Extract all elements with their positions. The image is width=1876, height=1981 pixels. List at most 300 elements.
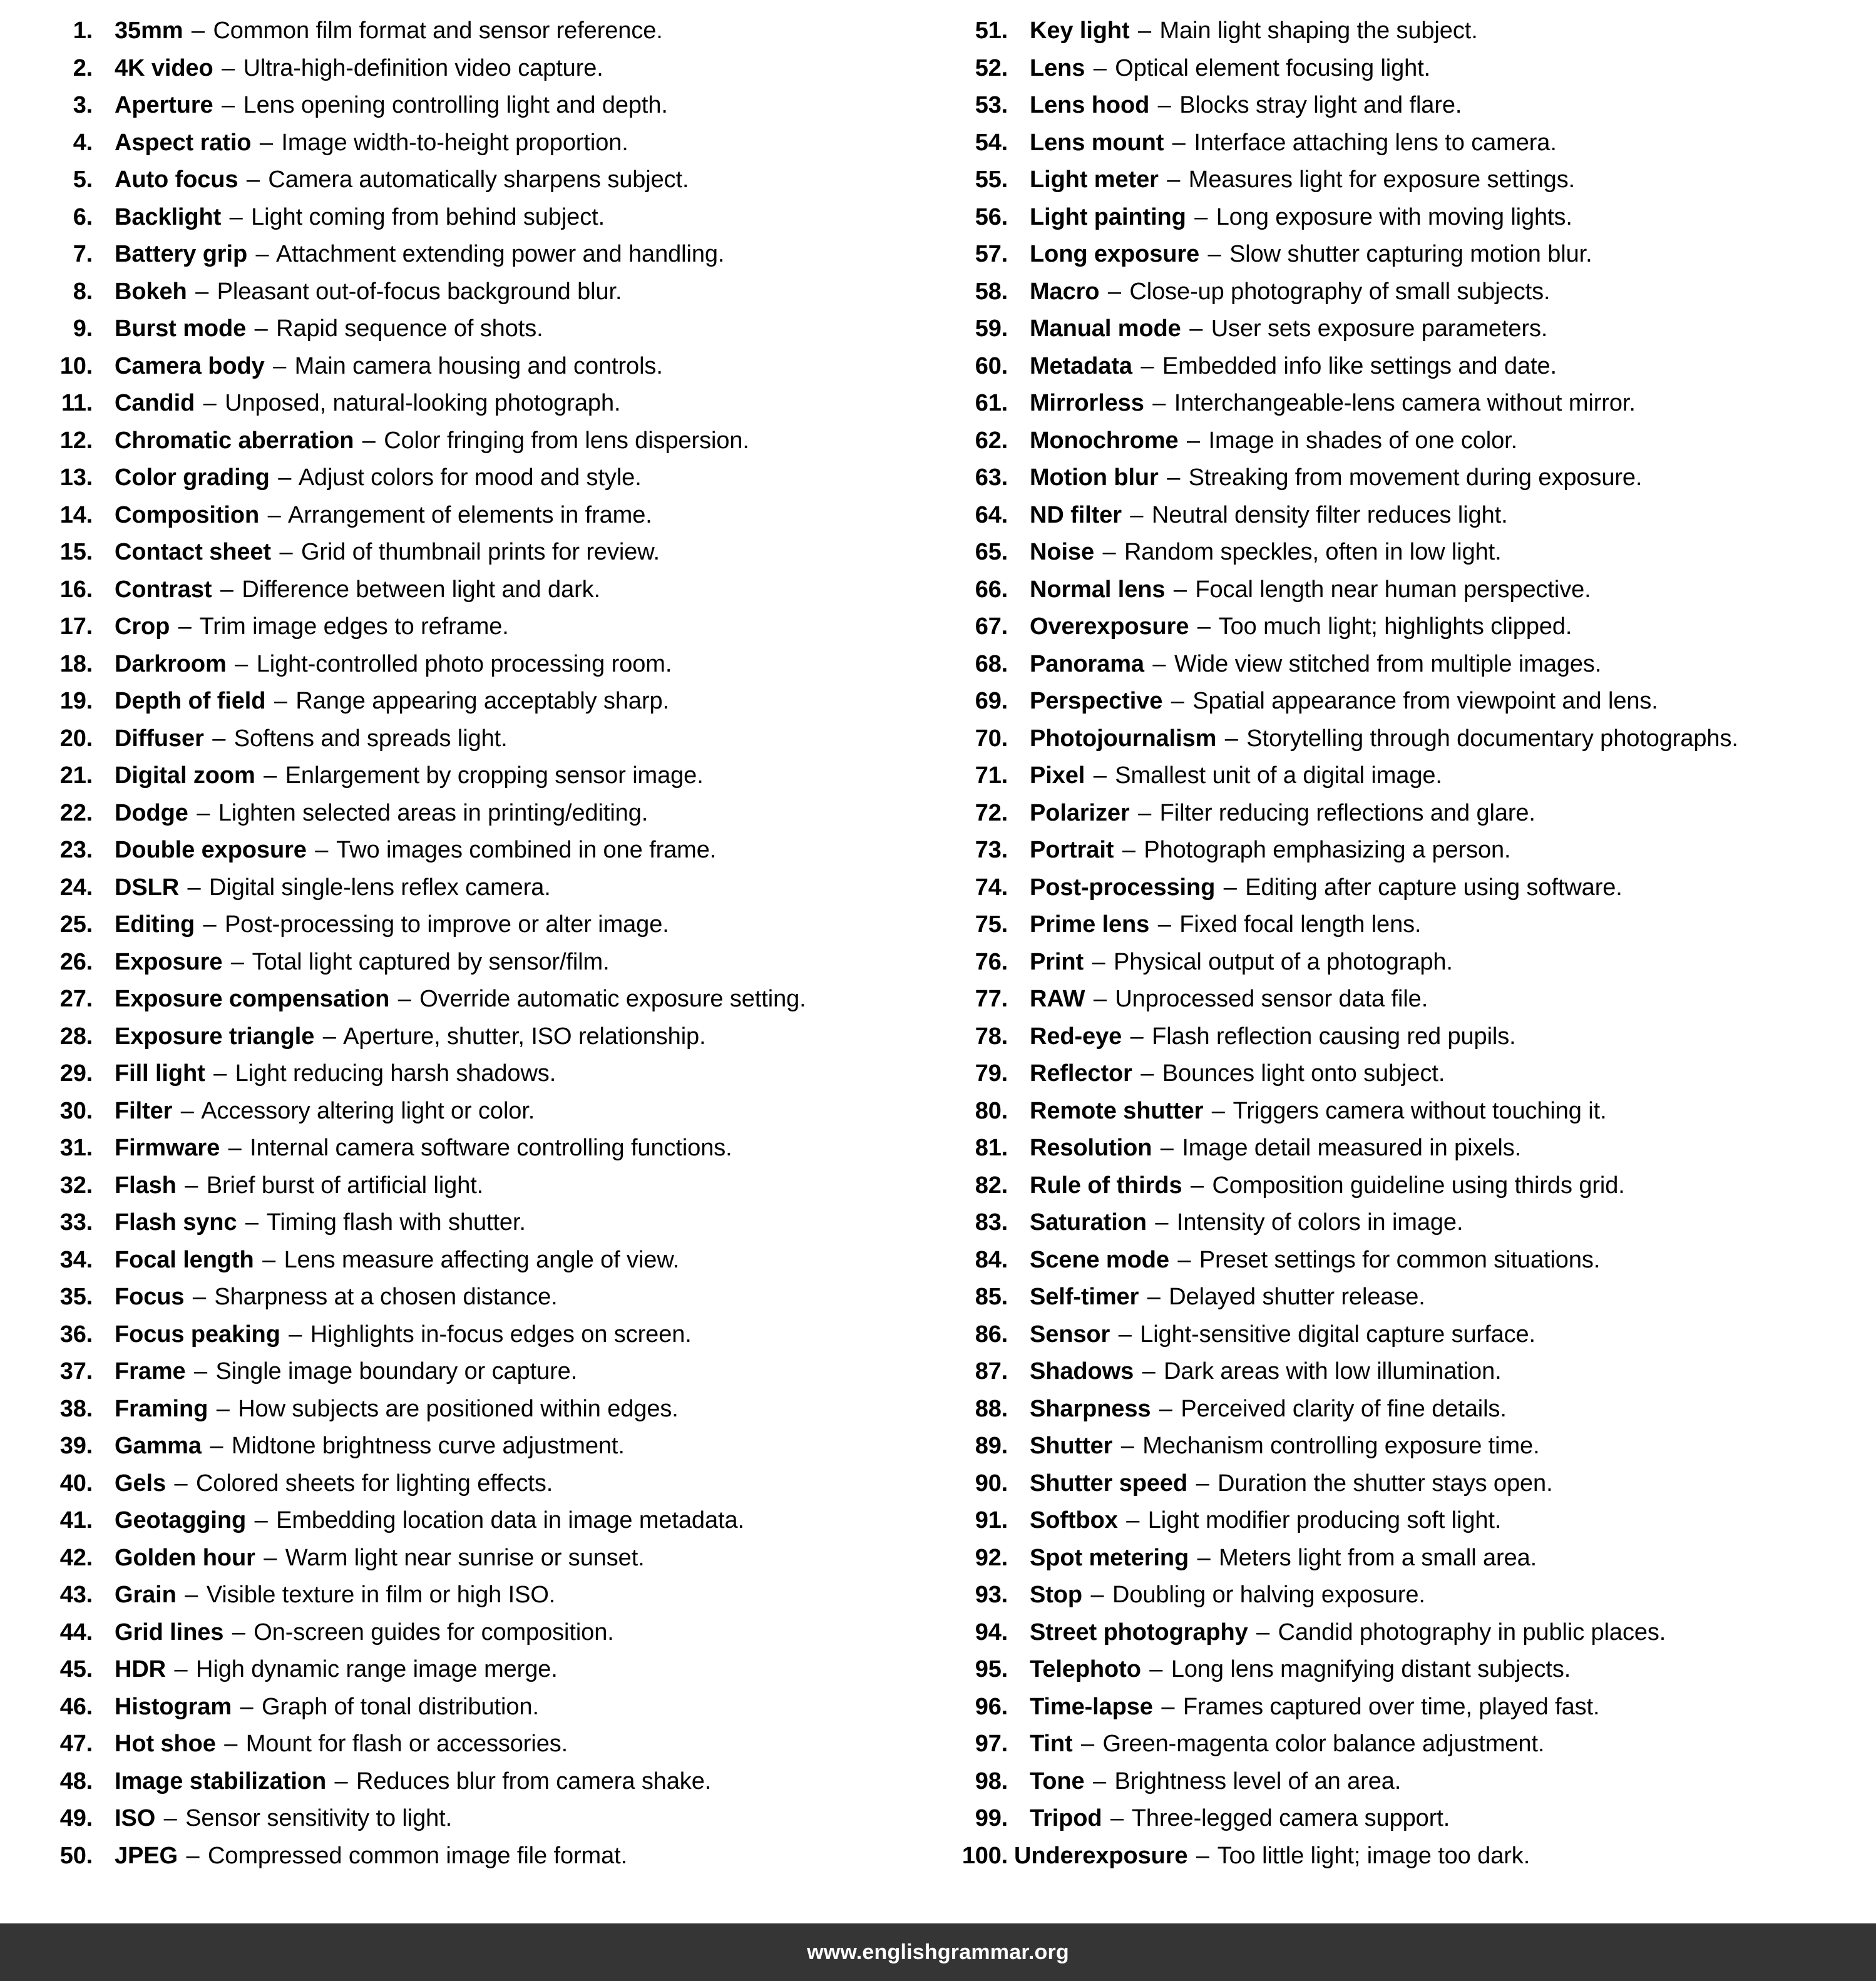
term-number: 30.: [59, 1097, 93, 1124]
term-name: Hot shoe: [115, 1731, 216, 1757]
term-number: 99.: [975, 1805, 1008, 1831]
term-body: [93, 981, 806, 1018]
term-definition: Light-controlled photo processing room.: [256, 650, 672, 677]
term-body: [93, 1204, 526, 1242]
term-body: [93, 1242, 679, 1279]
term-number: 83.: [975, 1209, 1008, 1236]
term-definition: User sets exposure parameters.: [1211, 315, 1548, 342]
glossary-term-row: [939, 1167, 1853, 1205]
term-name: Focus: [115, 1284, 185, 1310]
glossary-term-row: [24, 1502, 926, 1540]
term-name: Post-processing: [1030, 874, 1216, 901]
glossary-term-row: [939, 87, 1853, 125]
term-number: 48.: [59, 1768, 93, 1794]
glossary-term-row: [24, 571, 926, 609]
term-name: Candid: [115, 390, 195, 416]
glossary-term-row: [24, 13, 926, 50]
term-body: [93, 13, 663, 50]
term-definition: Focal length near human perspective.: [1195, 576, 1591, 603]
term-number: 6.: [73, 203, 93, 230]
term-separator-dash: –: [1102, 539, 1116, 565]
glossary-term-row: [939, 981, 1853, 1018]
term-separator-dash: –: [289, 1321, 302, 1348]
term-number: 64.: [975, 501, 1008, 528]
term-number: 77.: [975, 986, 1008, 1012]
glossary-term-row: [24, 795, 926, 832]
term-name: Pixel: [1030, 762, 1085, 789]
term-name: Focal length: [115, 1246, 254, 1273]
term-number: 39.: [59, 1433, 93, 1459]
term-definition: Embedded info like settings and date.: [1162, 352, 1557, 379]
glossary-term-row: [24, 981, 926, 1018]
term-number: 4.: [73, 129, 93, 156]
term-name: 35mm: [115, 18, 183, 44]
term-separator-dash: –: [1118, 1321, 1132, 1348]
term-definition: Delayed shutter release.: [1169, 1284, 1425, 1310]
term-number: 22.: [59, 799, 93, 826]
term-body: [1008, 1167, 1625, 1205]
term-definition: Two images combined in one frame.: [336, 837, 717, 863]
term-name: Backlight: [115, 203, 222, 230]
term-number: 27.: [59, 986, 93, 1012]
term-definition: Interchangeable-lens camera without mirror.: [1174, 390, 1636, 416]
term-separator-dash: –: [1196, 1470, 1209, 1497]
term-definition: Timing flash with shutter.: [266, 1209, 526, 1236]
term-body: [93, 1465, 553, 1503]
glossary-term-row: [24, 1130, 926, 1167]
term-definition: Total light captured by sensor/film.: [252, 948, 610, 975]
term-number: 24.: [59, 874, 93, 901]
glossary-term-row: [939, 1279, 1853, 1316]
term-body: [93, 1391, 679, 1428]
term-separator-dash: –: [255, 241, 269, 267]
term-number: 26.: [59, 948, 93, 975]
term-separator-dash: –: [1138, 799, 1152, 826]
term-definition: Light modifier producing soft light.: [1147, 1507, 1502, 1533]
term-separator-dash: –: [246, 166, 260, 193]
term-definition: Doubling or halving exposure.: [1112, 1582, 1425, 1608]
term-body: [1008, 348, 1557, 386]
term-body: [93, 869, 551, 907]
term-separator-dash: –: [1167, 166, 1181, 193]
term-separator-dash: –: [235, 650, 249, 677]
term-definition: Meters light from a small area.: [1219, 1544, 1537, 1571]
glossary-term-row: [939, 1651, 1853, 1689]
term-name: Spot metering: [1030, 1544, 1189, 1571]
term-body: [93, 310, 543, 348]
term-definition: Visible texture in film or high ISO.: [206, 1582, 556, 1608]
term-body: [1008, 1093, 1607, 1130]
term-body: [1008, 1763, 1401, 1801]
term-number: 79.: [975, 1060, 1008, 1087]
term-separator-dash: –: [1157, 911, 1171, 938]
term-name: Underexposure: [1014, 1842, 1188, 1869]
glossary-term-row: [939, 1465, 1853, 1503]
glossary-term-row: [939, 1242, 1853, 1279]
term-number: 8.: [73, 278, 93, 305]
term-number: 43.: [59, 1582, 93, 1608]
term-separator-dash: –: [267, 501, 281, 528]
term-name: Dodge: [115, 799, 188, 826]
term-definition: Image detail measured in pixels.: [1182, 1135, 1522, 1161]
term-body: [93, 87, 668, 125]
term-body: [93, 1167, 483, 1205]
term-number: 50.: [59, 1842, 93, 1869]
term-number: 66.: [975, 576, 1008, 603]
term-name: Scene mode: [1030, 1246, 1169, 1273]
term-number: 57.: [975, 241, 1008, 267]
term-body: [93, 1353, 577, 1391]
term-number: 69.: [975, 688, 1008, 714]
term-body: [1008, 1391, 1507, 1428]
glossary-right-column: [926, 0, 1853, 1875]
glossary-term-row: [939, 459, 1853, 497]
glossary-term-row: [24, 1316, 926, 1354]
term-number: 16.: [59, 576, 93, 603]
glossary-term-row: [24, 1763, 926, 1801]
term-definition: Wide view stitched from multiple images.: [1174, 650, 1602, 677]
term-name: Resolution: [1030, 1135, 1152, 1161]
term-number: 44.: [59, 1619, 93, 1646]
glossary-term-row: [939, 944, 1853, 981]
term-number: 35.: [59, 1284, 93, 1310]
term-name: Sharpness: [1030, 1395, 1151, 1422]
term-body: [1008, 832, 1511, 869]
term-separator-dash: –: [262, 1246, 276, 1273]
term-body: [93, 1726, 568, 1763]
term-name: Frame: [115, 1358, 186, 1385]
term-definition: Digital single-lens reflex camera.: [209, 874, 551, 901]
term-body: [1008, 1130, 1521, 1167]
glossary-term-row: [939, 348, 1853, 386]
glossary-term-row: [24, 422, 926, 460]
term-number: 70.: [975, 725, 1008, 752]
term-definition: Image width-to-height proportion.: [281, 129, 628, 156]
term-body: [93, 1540, 645, 1577]
term-separator-dash: –: [1223, 874, 1237, 901]
term-body: [93, 1130, 732, 1167]
term-definition: Grid of thumbnail prints for review.: [300, 539, 660, 565]
term-body: [93, 1316, 692, 1354]
term-separator-dash: –: [1140, 1060, 1154, 1087]
term-number: 41.: [59, 1507, 93, 1533]
term-number: 33.: [59, 1209, 93, 1236]
term-number: 45.: [59, 1656, 93, 1682]
glossary-term-row: [24, 832, 926, 869]
term-separator-dash: –: [322, 1023, 336, 1050]
term-name: Darkroom: [115, 650, 227, 677]
glossary-term-row: [939, 1763, 1853, 1801]
term-name: Light meter: [1030, 166, 1159, 193]
term-name: Focus peaking: [115, 1321, 280, 1348]
term-body: [1008, 1838, 1530, 1875]
term-number: 12.: [59, 427, 93, 454]
term-separator-dash: –: [1147, 1284, 1161, 1310]
term-separator-dash: –: [264, 1544, 277, 1571]
term-number: 68.: [975, 650, 1008, 677]
term-separator-dash: –: [1093, 762, 1107, 789]
glossary-term-row: [24, 1018, 926, 1056]
glossary-term-row: [24, 1391, 926, 1428]
term-body: [93, 1689, 539, 1726]
glossary-term-row: [24, 1353, 926, 1391]
term-definition: On-screen guides for composition.: [254, 1619, 614, 1646]
glossary-term-row: [24, 1800, 926, 1838]
term-number: 40.: [59, 1470, 93, 1497]
term-number: 78.: [975, 1023, 1008, 1050]
term-separator-dash: –: [191, 18, 205, 44]
term-body: [93, 348, 663, 386]
term-separator-dash: –: [180, 1097, 194, 1124]
term-name: Photojournalism: [1030, 725, 1217, 752]
glossary-term-row: [24, 1428, 926, 1465]
glossary-term-row: [939, 1502, 1853, 1540]
term-name: Softbox: [1030, 1507, 1118, 1533]
term-name: Aspect ratio: [115, 129, 252, 156]
term-number: 19.: [59, 688, 93, 714]
term-separator-dash: –: [203, 911, 217, 938]
term-separator-dash: –: [1207, 241, 1221, 267]
term-definition: Trim image edges to reframe.: [199, 613, 509, 640]
term-number: 89.: [975, 1433, 1008, 1459]
term-number: 23.: [59, 837, 93, 863]
glossary-term-row: [24, 1651, 926, 1689]
term-name: Long exposure: [1030, 241, 1200, 267]
term-definition: Long exposure with moving lights.: [1216, 203, 1572, 230]
term-definition: Highlights in-focus edges on screen.: [310, 1321, 692, 1348]
term-body: [1008, 1055, 1445, 1093]
term-definition: Light coming from behind subject.: [251, 203, 605, 230]
glossary-term-row: [939, 236, 1853, 274]
term-separator-dash: –: [1149, 1656, 1163, 1682]
term-body: [1008, 385, 1636, 422]
term-name: Digital zoom: [115, 762, 255, 789]
term-separator-dash: –: [1142, 1358, 1156, 1385]
term-separator-dash: –: [203, 390, 217, 416]
term-separator-dash: –: [1161, 1693, 1175, 1720]
term-definition: Random speckles, often in low light.: [1124, 539, 1502, 565]
term-number: 17.: [59, 613, 93, 640]
term-separator-dash: –: [1152, 650, 1166, 677]
term-number: 36.: [59, 1321, 93, 1348]
term-body: [1008, 1651, 1571, 1689]
term-definition: Graph of tonal distribution.: [262, 1693, 539, 1720]
term-number: 25.: [59, 911, 93, 938]
term-name: RAW: [1030, 986, 1085, 1012]
glossary-term-row: [24, 757, 926, 795]
term-separator-dash: –: [1224, 725, 1238, 752]
term-separator-dash: –: [259, 129, 273, 156]
term-separator-dash: –: [362, 427, 376, 454]
term-number: 80.: [975, 1097, 1008, 1124]
term-body: [93, 646, 672, 683]
term-separator-dash: –: [397, 986, 411, 1012]
term-definition: Difference between light and dark.: [242, 576, 601, 603]
term-definition: Preset settings for common situations.: [1199, 1246, 1601, 1273]
term-body: [93, 1055, 556, 1093]
term-body: [1008, 757, 1442, 795]
term-number: 95.: [975, 1656, 1008, 1682]
glossary-term-row: [939, 125, 1853, 162]
term-name: Auto focus: [115, 166, 238, 193]
term-name: Tone: [1030, 1768, 1085, 1794]
term-separator-dash: –: [1159, 1395, 1172, 1422]
term-separator-dash: –: [187, 874, 201, 901]
term-name: Portrait: [1030, 837, 1114, 863]
term-separator-dash: –: [1092, 948, 1105, 975]
glossary-term-row: [939, 534, 1853, 571]
term-body: [1008, 1316, 1535, 1354]
term-definition: Intensity of colors in image.: [1176, 1209, 1463, 1236]
term-name: Geotagging: [115, 1507, 247, 1533]
glossary-term-row: [939, 1353, 1853, 1391]
term-definition: Measures light for exposure settings.: [1188, 166, 1576, 193]
term-name: Prime lens: [1030, 911, 1150, 938]
term-definition: Internal camera software controlling functions.: [250, 1135, 732, 1161]
term-name: Exposure triangle: [115, 1023, 315, 1050]
glossary-term-row: [939, 422, 1853, 460]
term-name: Lens: [1030, 54, 1085, 81]
term-body: [93, 571, 600, 609]
term-definition: Sharpness at a chosen distance.: [214, 1284, 558, 1310]
term-number: 93.: [975, 1582, 1008, 1608]
term-body: [93, 459, 642, 497]
term-name: Remote shutter: [1030, 1097, 1204, 1124]
term-number: 5.: [73, 166, 93, 193]
term-name: Reflector: [1030, 1060, 1132, 1087]
term-separator-dash: –: [1155, 1209, 1169, 1236]
term-separator-dash: –: [228, 1135, 242, 1161]
term-number: 13.: [59, 464, 93, 491]
term-body: [93, 1577, 555, 1614]
term-number: 91.: [975, 1507, 1008, 1533]
glossary-term-row: [24, 534, 926, 571]
glossary-term-row: [939, 1540, 1853, 1577]
glossary-term-row: [24, 1204, 926, 1242]
term-definition: Neutral density filter reduces light.: [1151, 501, 1508, 528]
term-number: 20.: [59, 725, 93, 752]
term-body: [1008, 459, 1642, 497]
glossary-term-row: [939, 906, 1853, 944]
term-separator-dash: –: [245, 1209, 259, 1236]
footer-website-url[interactable]: www.englishgrammar.org: [807, 1940, 1069, 1964]
term-definition: Mechanism controlling exposure time.: [1142, 1433, 1540, 1459]
term-definition: Softens and spreads light.: [233, 725, 508, 752]
term-body: [93, 1279, 558, 1316]
term-name: DSLR: [115, 874, 180, 901]
term-definition: Lens measure affecting angle of view.: [284, 1246, 680, 1273]
term-separator-dash: –: [1081, 1731, 1095, 1757]
term-name: Panorama: [1030, 650, 1144, 677]
glossary-term-row: [939, 199, 1853, 237]
term-definition: How subjects are positioned within edges.: [238, 1395, 679, 1422]
term-body: [1008, 1279, 1425, 1316]
term-number: 88.: [975, 1395, 1008, 1422]
term-body: [93, 1763, 711, 1801]
glossary-term-row: [939, 608, 1853, 646]
term-definition: Too little light; image too dark.: [1217, 1842, 1530, 1869]
term-body: [1008, 1204, 1463, 1242]
term-definition: Common film format and sensor reference.: [213, 18, 663, 44]
term-definition: Perceived clarity of fine details.: [1181, 1395, 1507, 1422]
term-name: Depth of field: [115, 688, 266, 714]
term-separator-dash: –: [264, 762, 277, 789]
term-name: Diffuser: [115, 725, 204, 752]
term-body: [1008, 1353, 1502, 1391]
term-name: Grain: [115, 1582, 177, 1608]
glossary-term-row: [24, 646, 926, 683]
term-definition: Image in shades of one color.: [1208, 427, 1518, 454]
term-body: [1008, 608, 1572, 646]
term-number: 96.: [975, 1693, 1008, 1720]
term-number: 94.: [975, 1619, 1008, 1646]
term-separator-dash: –: [212, 725, 226, 752]
term-separator-dash: –: [240, 1693, 254, 1720]
term-separator-dash: –: [334, 1768, 348, 1794]
term-name: Aperture: [115, 92, 213, 118]
term-separator-dash: –: [1177, 1246, 1191, 1273]
term-name: Print: [1030, 948, 1084, 975]
term-number: 60.: [975, 352, 1008, 379]
term-definition: Close-up photography of small subjects.: [1129, 278, 1551, 305]
term-body: [1008, 683, 1658, 720]
glossary-term-row: [939, 683, 1853, 720]
term-number: 7.: [73, 241, 93, 267]
term-body: [93, 1838, 627, 1875]
term-number: 53.: [975, 92, 1008, 118]
term-body: [93, 683, 669, 720]
term-separator-dash: –: [197, 799, 210, 826]
term-name: Fill light: [115, 1060, 205, 1087]
term-name: JPEG: [115, 1842, 178, 1869]
term-separator-dash: –: [1196, 1842, 1209, 1869]
term-definition: Photograph emphasizing a person.: [1144, 837, 1511, 863]
term-definition: Adjust colors for mood and style.: [298, 464, 642, 491]
term-name: Exposure: [115, 948, 223, 975]
term-number: 31.: [59, 1135, 93, 1161]
term-body: [93, 906, 669, 944]
glossary-term-row: [939, 497, 1853, 535]
term-number: 54.: [975, 129, 1008, 156]
term-body: [93, 1428, 625, 1465]
term-name: Flash sync: [115, 1209, 237, 1236]
term-name: Macro: [1030, 278, 1100, 305]
term-name: Manual mode: [1030, 315, 1181, 342]
glossary-term-row: [24, 161, 926, 199]
glossary-term-row: [939, 571, 1853, 609]
term-separator-dash: –: [230, 948, 244, 975]
term-name: Gels: [115, 1470, 166, 1497]
term-number: 42.: [59, 1544, 93, 1571]
term-definition: Warm light near sunrise or sunset.: [285, 1544, 645, 1571]
term-name: Editing: [115, 911, 195, 938]
term-separator-dash: –: [254, 1507, 268, 1533]
term-separator-dash: –: [1197, 613, 1211, 640]
glossary-term-row: [939, 646, 1853, 683]
term-number: 2.: [73, 54, 93, 81]
glossary-term-row: [939, 720, 1853, 758]
term-number: 98.: [975, 1768, 1008, 1794]
term-separator-dash: –: [1187, 427, 1201, 454]
glossary-term-row: [939, 13, 1853, 50]
term-name: Time-lapse: [1030, 1693, 1153, 1720]
glossary-term-row: [24, 459, 926, 497]
term-number: 29.: [59, 1060, 93, 1087]
term-name: Monochrome: [1030, 427, 1179, 454]
term-number: 92.: [975, 1544, 1008, 1571]
term-separator-dash: –: [274, 688, 287, 714]
term-body: [93, 1614, 614, 1652]
